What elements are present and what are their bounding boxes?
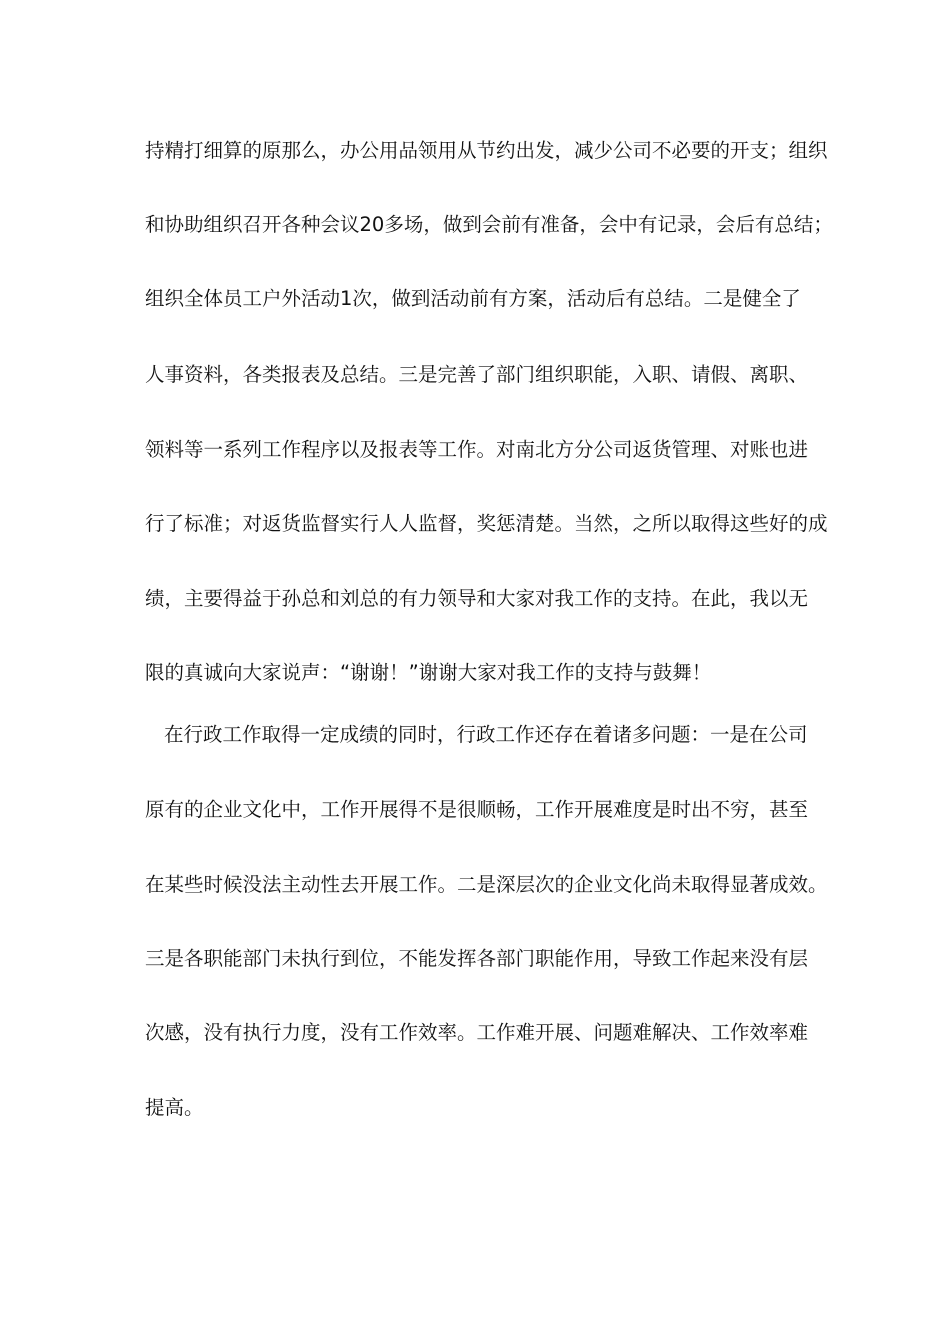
paragraph-1-line-1: 持精打细算的原那么，办公用品领用从节约出发，减少公司不必要的开支；组织 [145,139,828,162]
paragraph-1-line-5: 领料等一系列工作程序以及报表等工作。对南北方分公司返货管理、对账也进 [145,438,809,461]
paragraph-1-line-6: 行了标准；对返货监督实行人人监督，奖惩清楚。当然，之所以取得这些好的成 [145,512,828,535]
paragraph-1-line-8: 限的真诚向大家说声：“谢谢！”谢谢大家对我工作的支持与鼓舞！ [145,661,712,684]
paragraph-1-line-4: 人事资料，各类报表及总结。三是完善了部门组织职能，入职、请假、离职、 [145,363,809,386]
paragraph-2-line-6: 提高。 [145,1096,204,1119]
paragraph-2-line-5: 次感，没有执行力度，没有工作效率。工作难开展、问题难解决、工作效率难 [145,1021,809,1044]
paragraph-2-line-1: 在行政工作取得一定成绩的同时，行政工作还存在着诸多问题：一是在公司 [164,723,808,746]
paragraph-1-line-7: 绩，主要得益于孙总和刘总的有力领导和大家对我工作的支持。在此，我以无 [145,587,809,610]
paragraph-1-line-3: 组织全体员工户外活动1次，做到活动前有方案，活动后有总结。二是健全了 [145,287,801,310]
paragraph-2-line-3: 在某些时候没法主动性去开展工作。二是深层次的企业文化尚未取得显著成效。 [145,873,828,896]
paragraph-2-line-2: 原有的企业文化中，工作开展得不是很顺畅，工作开展难度是时出不穷，甚至 [145,798,809,821]
paragraph-2-line-4: 三是各职能部门未执行到位，不能发挥各部门职能作用，导致工作起来没有层 [145,947,809,970]
paragraph-1-line-2: 和协助组织召开各种会议20多场，做到会前有准备，会中有记录，会后有总结； [145,213,833,236]
